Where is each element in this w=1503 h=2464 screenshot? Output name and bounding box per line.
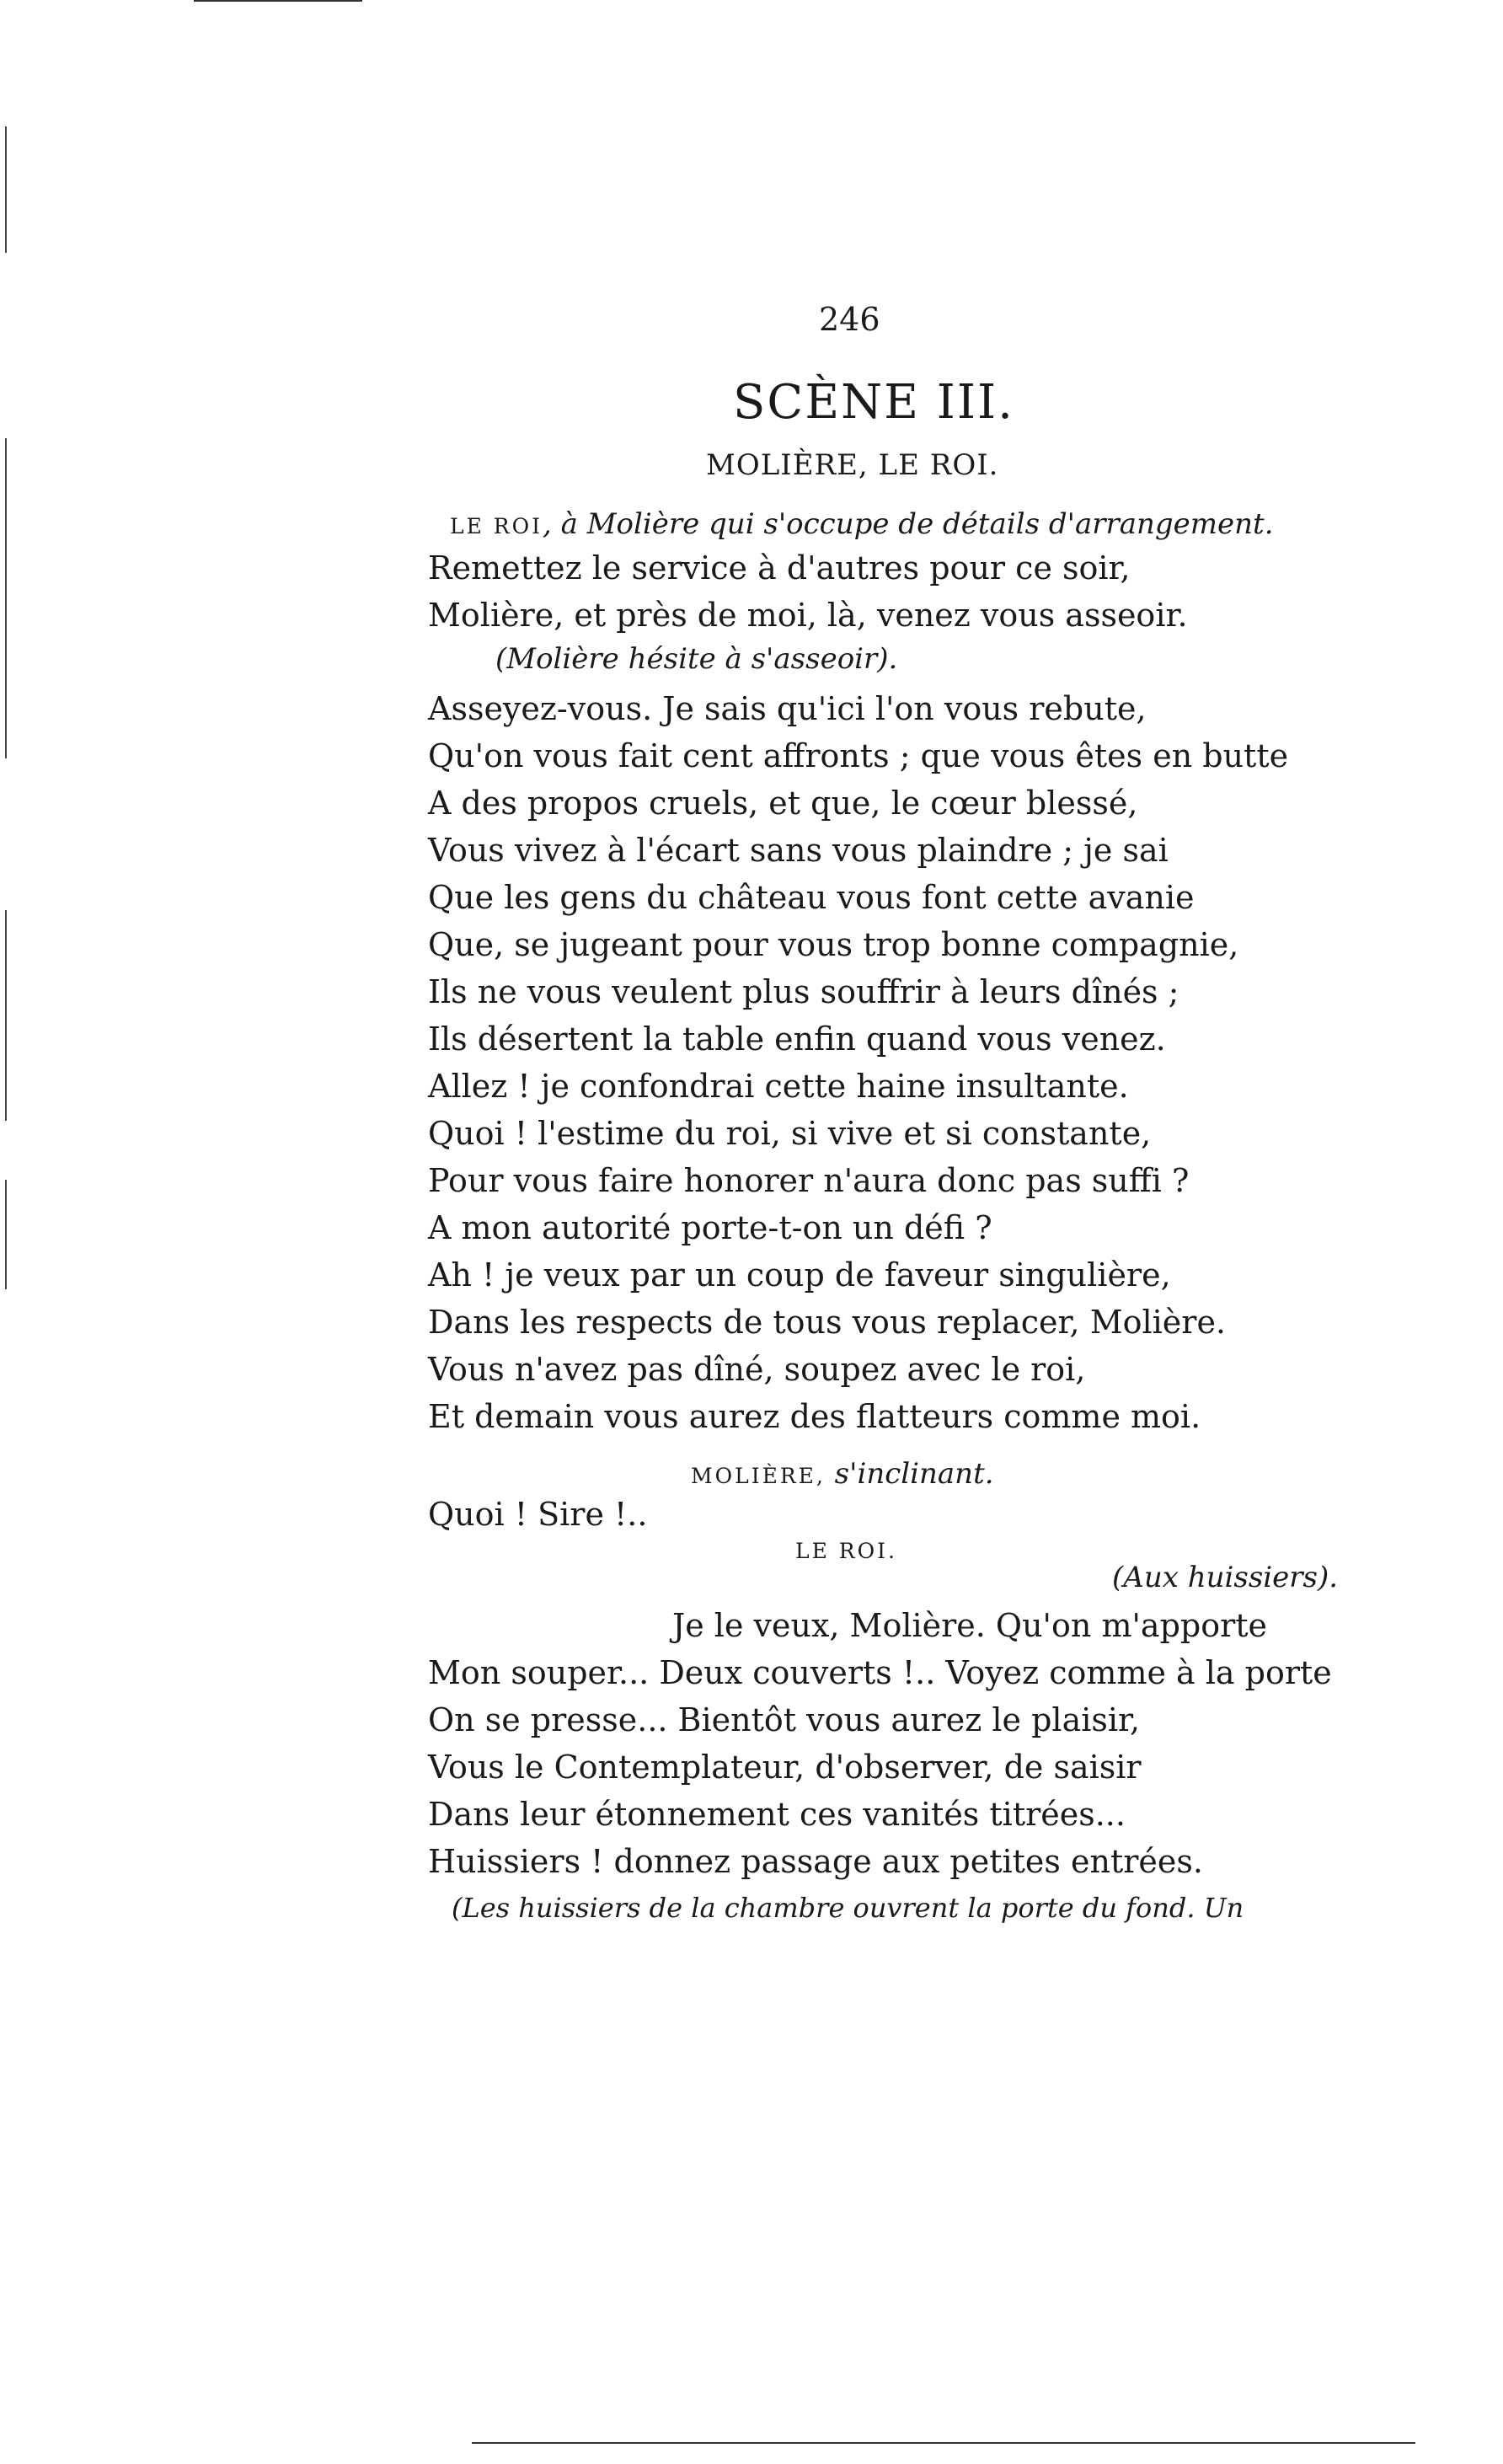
verse-line: Dans leur étonnement ces vanités titrées...	[428, 1796, 1126, 1833]
left-scan-mark	[5, 126, 7, 253]
stage-direction: (Aux huissiers).	[1112, 1561, 1339, 1594]
stage-direction	[450, 507, 1274, 541]
verse-line: Molière, et près de moi, là, venez vous asseoir.	[428, 597, 1188, 634]
verse-line: Ils ne vous veulent plus souffrir à leurs dînés ;	[428, 973, 1179, 1010]
verse-line: Que, se jugeant pour vous trop bonne compagnie,	[428, 926, 1239, 963]
verse-line: Quoi ! l'estime du roi, si vive et si constante,	[428, 1115, 1152, 1152]
scene-title: SCÈNE III.	[733, 375, 1014, 430]
stage-direction-text: , à Molière qui s'occupe de détails d'arrangement.	[543, 507, 1274, 541]
stage-direction-text: s'inclinant.	[834, 1457, 994, 1491]
verse-line: Qu'on vous fait cent affronts ; que vous êtes en butte	[428, 737, 1289, 774]
left-scan-mark	[5, 910, 7, 1121]
verse-line: Et demain vous aurez des flatteurs comme moi.	[428, 1398, 1201, 1435]
verse-line: Ils désertent la table enfin quand vous venez.	[428, 1020, 1166, 1058]
left-scan-mark	[5, 438, 7, 758]
verse-line: Mon souper... Deux couverts !.. Voyez comme à la porte	[428, 1654, 1332, 1691]
page-number: 246	[819, 301, 880, 338]
verse-line: Que les gens du château vous font cette avanie	[428, 879, 1195, 916]
verse-line: Pour vous faire honorer n'aura donc pas suffi ?	[428, 1162, 1190, 1199]
speaker-name: LE ROI.	[795, 1539, 897, 1563]
speaker-name: LE ROI	[450, 514, 543, 538]
top-scan-rule	[194, 0, 362, 2]
verse-line: Remettez le service à d'autres pour ce soir,	[428, 549, 1131, 587]
bottom-scan-rule	[472, 2442, 1415, 2444]
verse-line: Asseyez-vous. Je sais qu'ici l'on vous rebute,	[428, 690, 1147, 727]
verse-line: Ah ! je veux par un coup de faveur singulière,	[428, 1256, 1171, 1294]
left-scan-mark	[5, 1180, 7, 1289]
verse-line: A des propos cruels, et que, le cœur blessé,	[428, 785, 1138, 822]
verse-line: Je le veux, Molière. Qu'on m'apporte	[672, 1607, 1268, 1644]
speaker-name: MOLIÈRE,	[691, 1464, 826, 1488]
stage-direction: (Les huissiers de la chambre ouvrent la porte du fond. Un	[452, 1892, 1244, 1924]
speaker-heading	[691, 1457, 994, 1491]
verse-line: Dans les respects de tous vous replacer, Molière.	[428, 1304, 1227, 1341]
verse-line: Quoi ! Sire !..	[428, 1496, 648, 1533]
verse-line: Vous n'avez pas dîné, soupez avec le roi,	[428, 1351, 1086, 1388]
stage-direction: (Molière hésite à s'asseoir).	[495, 642, 898, 676]
verse-line: On se presse... Bientôt vous aurez le plaisir,	[428, 1701, 1141, 1738]
scene-characters: MOLIÈRE, LE ROI.	[706, 448, 999, 482]
verse-line: A mon autorité porte-t-on un défi ?	[428, 1209, 992, 1246]
verse-line: Huissiers ! donnez passage aux petites entrées.	[428, 1843, 1203, 1880]
verse-line: Vous le Contemplateur, d'observer, de saisir	[428, 1749, 1142, 1786]
verse-line: Vous vivez à l'écart sans vous plaindre ; je sai	[428, 832, 1169, 869]
verse-line: Allez ! je confondrai cette haine insultante.	[428, 1068, 1129, 1105]
